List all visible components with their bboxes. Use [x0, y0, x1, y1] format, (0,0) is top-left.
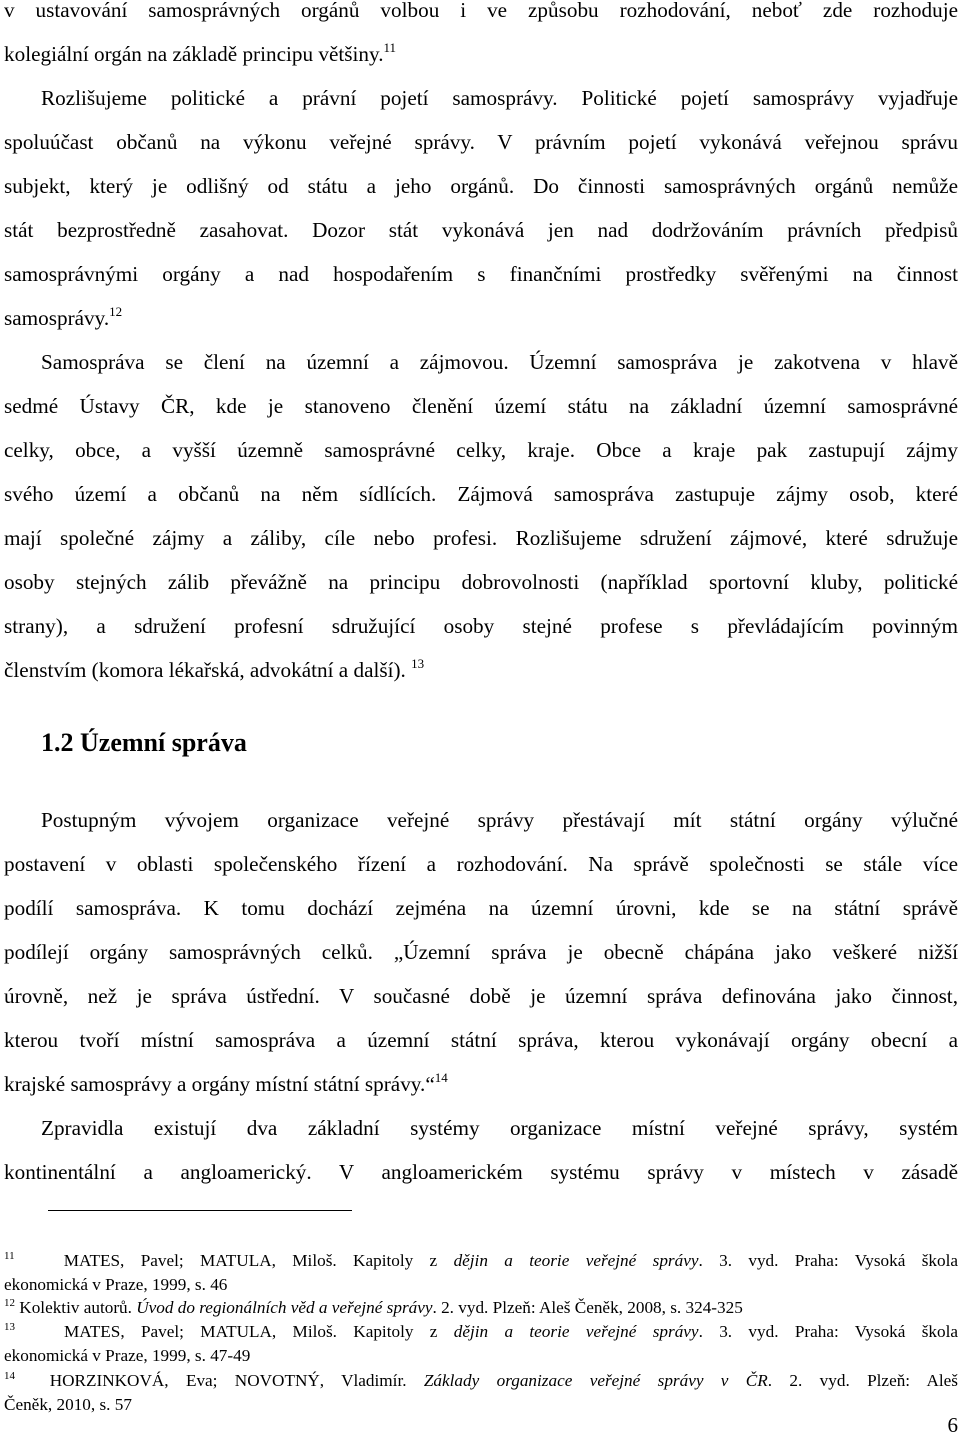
- footnote-separator: [48, 1210, 352, 1211]
- body-line: postavení v oblasti společenského řízení a rozhodování. Na správě společnosti se stále více: [4, 852, 958, 876]
- body-line: stát bezprostředně zasahovat. Dozor stát vykonává jen nad dodržováním právních předpisů: [4, 218, 958, 242]
- body-line: samosprávnými orgány a nad hospodařením s finančními prostředky svěřenými na činnost: [4, 262, 958, 286]
- section-heading: 1.2 Územní správa: [41, 728, 247, 757]
- footnote-ref: 11: [383, 40, 397, 55]
- body-line: svého území a občanů na něm sídlících. Zájmová samospráva zastupuje zájmy osob, které: [4, 482, 958, 506]
- footnote-11-cont: ekonomická v Praze, 1999, s. 46: [4, 1275, 228, 1294]
- body-line: Samospráva se člení na územní a zájmovou. Územní samospráva je zakotvena v hlavě: [41, 350, 958, 374]
- page-number: 6: [947, 1413, 958, 1437]
- body-line: osoby stejných zálib převážně na principu dobrovolnosti (například sportovní kluby, politické: [4, 570, 958, 594]
- body-line: Zpravidla existují dva základní systémy organizace místní veřejné správy, systém: [41, 1116, 958, 1140]
- body-line: celky, obce, a vyšší územně samosprávné celky, kraje. Obce a kraje pak zastupují zájmy: [4, 438, 958, 462]
- footnote-14: $^{14}$ HORZINKOVÁ, Eva; NOVOTNÝ, Vladimír. Základy organizace veřejné správy v ČR. 2. vyd. Plzeň: Aleš: [4, 1370, 958, 1390]
- body-line: spoluúčast občanů na výkonu veřejné správy. V právním pojetí vykonává veřejnou správu: [4, 130, 958, 154]
- body-line: kontinentální a angloamerický. V angloamerickém systému správy v místech v zásadě: [4, 1160, 958, 1184]
- body-line: členstvím (komora lékařská, advokátní a další). $^{13}$: [4, 656, 425, 682]
- footnote-12: $^{12}$ Kolektiv autorů. Úvod do regionálních věd a veřejné správy. 2. vyd. Plzeň: Aleš Čeněk, 2008, s. 324-325: [4, 1297, 743, 1317]
- body-line: Rozlišujeme politické a právní pojetí samosprávy. Politické pojetí samosprávy vyjadřuje: [41, 86, 958, 110]
- footnote-14-cont: Čeněk, 2010, s. 57: [4, 1395, 132, 1414]
- footnote-ref: 14: [434, 1070, 448, 1085]
- footnote-ref: 12: [109, 304, 123, 319]
- body-line: sedmé Ústavy ČR, kde je stanoveno členění území státu na základní územní samosprávné: [4, 394, 958, 418]
- footnote-ref: 13: [411, 656, 425, 671]
- body-line: mají společné zájmy a záliby, cíle nebo profesi. Rozlišujeme sdružení zájmové, které sdružuje: [4, 526, 958, 550]
- body-line: úrovně, než je správa ústřední. V současné době je územní správa definována jako činnost,: [4, 984, 958, 1008]
- body-line: v ustavování samosprávných orgánů volbou i ve způsobu rozhodování, neboť zde rozhoduje: [4, 0, 958, 22]
- body-line: podílejí orgány samosprávných celků. „Územní správa je obecně chápána jako veškeré nižší: [4, 940, 958, 964]
- footnote-13-cont: ekonomická v Praze, 1999, s. 47-49: [4, 1346, 251, 1365]
- body-line: strany), a sdružení profesní sdružující osoby stejné profese s převládajícím povinným: [4, 614, 958, 638]
- body-line: subjekt, který je odlišný od státu a jeho orgánů. Do činnosti samosprávných orgánů nemůže: [4, 174, 958, 198]
- body-line: Postupným vývojem organizace veřejné správy přestávají mít státní orgány výlučné: [41, 808, 958, 832]
- body-line: podílí samospráva. K tomu dochází zejména na územní úrovni, kde se na státní správě: [4, 896, 958, 920]
- body-line: krajské samosprávy a orgány místní státní správy.“$^{14}$: [4, 1070, 448, 1096]
- body-line: kterou tvoří místní samospráva a územní státní správa, kterou vykonávají orgány obecní a: [4, 1028, 958, 1052]
- body-line: kolegiální orgán na základě principu většiny.$^{11}$: [4, 40, 397, 66]
- footnote-13: $^{13}$ MATES, Pavel; MATULA, Miloš. Kapitoly z dějin a teorie veřejné správy. 3. vyd. Praha: Vysoká škola: [4, 1321, 959, 1341]
- footnote-11: $^{11}$ MATES, Pavel; MATULA, Miloš. Kapitoly z dějin a teorie veřejné správy. 3. vyd. Praha: Vysoká škola: [4, 1250, 959, 1270]
- body-line: samosprávy.$^{12}$: [4, 304, 123, 330]
